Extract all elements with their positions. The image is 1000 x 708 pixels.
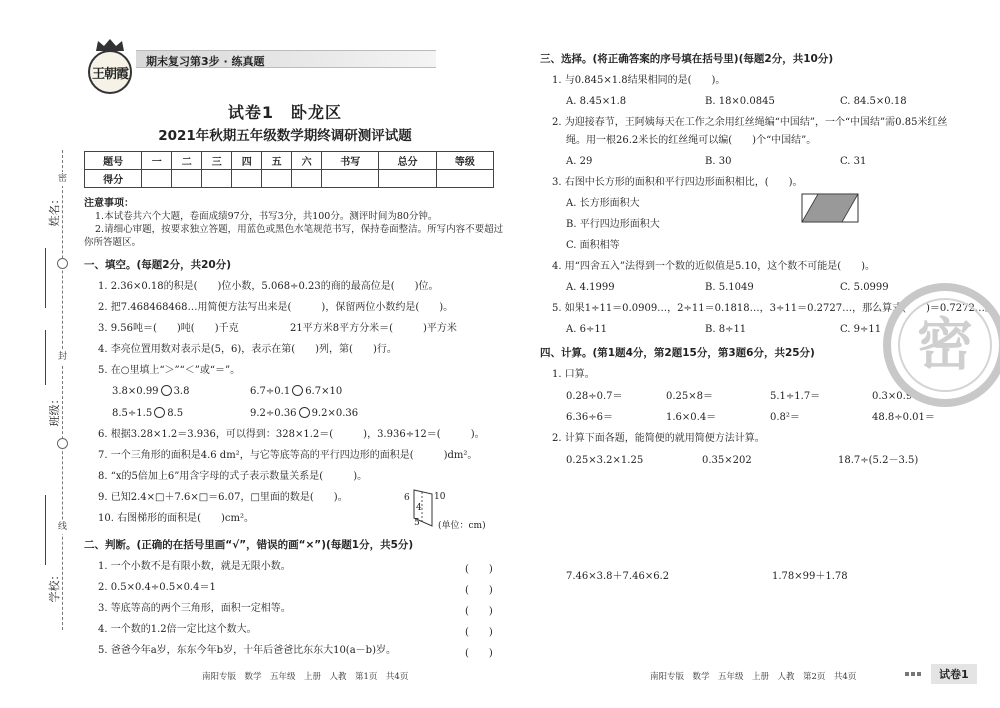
fill-question-10: 10. 右图梯形的面积是( )cm²。: [98, 513, 254, 524]
oral-calc-item: 48.8÷0.01＝: [872, 412, 935, 423]
score-cell[interactable]: [172, 170, 202, 188]
name-field-line[interactable]: [45, 248, 46, 308]
choice-option[interactable]: A. 8.45×1.8: [566, 96, 627, 107]
unit-label: (单位：cm): [438, 521, 486, 531]
judge-answer-paren[interactable]: ( ): [465, 606, 493, 617]
score-table-score-row: [85, 170, 494, 188]
score-cell[interactable]: [322, 170, 379, 188]
fill-question-3a: 3. 9.56吨＝( )吨( )千克: [98, 323, 239, 334]
score-table-cell: 一: [142, 152, 172, 170]
score-cell[interactable]: [379, 170, 436, 188]
section1-heading: 一、填空。(每题2分，共20分): [84, 259, 232, 271]
score-table-cell: 题号: [85, 152, 142, 170]
choice-option[interactable]: C. 84.5×0.18: [840, 96, 907, 107]
binding-char-mi: 密: [57, 174, 67, 184]
page-tag: [905, 664, 1000, 684]
score-table-cell: 二: [172, 152, 202, 170]
choice-question-4: 4. 用“四舍五入”法得到一个数的近似值是5.10，这个数不可能是( )。: [552, 261, 876, 272]
note-1: 1.本试卷共六个大题，卷面成绩97分，书写3分，共100分。测评时间为80分钟。: [95, 211, 438, 222]
trapezoid-label-5: 5: [414, 518, 420, 528]
binding-char-feng: 封: [57, 352, 67, 362]
fill-question-8: 8. “x的5倍加上6”用含字母的式子表示数量关系是( )。: [98, 471, 368, 482]
trapezoid-label-6: 6: [404, 493, 410, 503]
score-cell[interactable]: [232, 170, 262, 188]
class-field-line[interactable]: [45, 330, 46, 385]
choice-option[interactable]: A. 6÷11: [566, 324, 608, 335]
brand-logo: [82, 36, 138, 92]
fill-question-6: 6. 根据3.28×1.2＝3.936，可以得到：328×1.2＝( )，3.936÷12＝( )。: [98, 429, 485, 440]
choice-question-2: 2. 为迎接春节，王阿姨每天在工作之余用红丝绳编“中国结”，一个“中国结”需0.85米红丝: [552, 117, 948, 128]
school-field-line[interactable]: [45, 495, 46, 565]
fill-question-5: 5. 在○里填上“＞”“＜”或“＝”。: [98, 365, 241, 376]
compare-item: 6.7÷0.1 6.7×10: [250, 386, 343, 397]
logo-text: 王朝霞: [91, 66, 128, 82]
trapezoid-label-10: 10: [434, 492, 446, 502]
choice-option[interactable]: C. 31: [840, 156, 867, 167]
binding-char-xian: 线: [57, 522, 67, 532]
calc-heading: 2. 计算下面各题，能简便的就用简便方法计算。: [552, 433, 765, 444]
choice-option[interactable]: C. 9÷11: [840, 324, 882, 335]
page-tag-dots: [905, 668, 927, 680]
fill-question-2: 2. 把7.468468468…用简便方法写出来是( )，保留两位小数约是( )。: [98, 302, 454, 313]
judge-question-1: 1. 一个小数不是有限小数，就是无限小数。: [98, 561, 291, 572]
calc-expression: 0.25×3.2×1.25: [566, 455, 644, 466]
score-table-cell: 等级: [436, 152, 493, 170]
score-cell[interactable]: [436, 170, 493, 188]
compare-circle[interactable]: [292, 385, 303, 396]
judge-answer-paren[interactable]: ( ): [465, 627, 493, 638]
judge-answer-paren[interactable]: ( ): [465, 585, 493, 596]
judge-question-2: 2. 0.5×0.4÷0.5×0.4＝1: [98, 582, 216, 593]
footer-right: 南阳专版 数学 五年级 上册 人教 第2页 共4页: [650, 672, 857, 682]
oral-calc-item: 0.28÷0.7＝: [566, 391, 623, 402]
judge-answer-paren[interactable]: ( ): [465, 648, 493, 659]
seal-char: 密: [917, 313, 973, 378]
choice-option[interactable]: A. 长方形面积大: [566, 198, 640, 209]
score-cell[interactable]: [292, 170, 322, 188]
score-cell[interactable]: [262, 170, 292, 188]
compare-item: 8.5÷1.5 8.5: [112, 408, 184, 419]
judge-answer-paren[interactable]: ( ): [465, 564, 493, 575]
score-table-cell: 四: [232, 152, 262, 170]
choice-question-5: 5. 如果1÷11＝0.0909…，2÷11＝0.1818…，3÷11＝0.2727…，那么算式( )＝0.7272…。: [552, 303, 995, 314]
fill-question-7: 7. 一个三角形的面积是4.6 dm²，与它等底等高的平行四边形的面积是( )dm²。: [98, 450, 478, 461]
binding-hole: [57, 438, 68, 449]
trapezoid-label-4: 4: [416, 503, 422, 513]
choice-option[interactable]: A. 29: [566, 156, 593, 167]
choice-question-3: 3. 右图中长方形的面积和平行四边形面积相比，( )。: [552, 177, 803, 188]
choice-option[interactable]: B. 5.1049: [705, 282, 754, 293]
score-table: [84, 151, 494, 188]
choice-option[interactable]: C. 5.0999: [840, 282, 889, 293]
binding-hole: [57, 258, 68, 269]
choice-option[interactable]: B. 平行四边形面积大: [566, 219, 660, 230]
choice-option[interactable]: C. 面积相等: [566, 240, 620, 251]
section2-heading: 二、判断。(正确的在括号里画“√”，错误的画“×”)(每题1分，共5分): [84, 539, 414, 551]
name-label: 姓名：: [48, 193, 61, 227]
choice-question-1: 1. 与0.845×1.8结果相同的是( )。: [552, 75, 726, 86]
footer-left: 南阳专版 数学 五年级 上册 人教 第1页 共4页: [202, 672, 409, 682]
binding-dashed-line: [62, 150, 63, 630]
oral-calc-item: 6.36÷6＝: [566, 412, 614, 423]
fill-question-9: 9. 已知2.4×□＋7.6×□＝6.07，□里面的数是( )。: [98, 492, 348, 503]
choice-option[interactable]: B. 8÷11: [705, 324, 747, 335]
calc-expression: 1.78×99＋1.78: [772, 571, 848, 582]
choice-option[interactable]: B. 30: [705, 156, 732, 167]
score-table-cell: 三: [202, 152, 232, 170]
choice-option[interactable]: B. 18×0.0845: [705, 96, 775, 107]
choice-option[interactable]: A. 4.1999: [566, 282, 615, 293]
score-table-cell: 书写: [322, 152, 379, 170]
oral-calc-item: 5.1÷1.7＝: [770, 391, 821, 402]
seal-watermark: [880, 280, 1000, 410]
fill-question-1: 1. 2.36×0.18的积是( )位小数，5.068÷0.23的商的最高位是( )位。: [98, 281, 439, 292]
score-cell[interactable]: [202, 170, 232, 188]
page-tag-text: 试卷1: [931, 664, 977, 684]
compare-item: 9.2÷0.36 9.2×0.36: [250, 408, 359, 419]
compare-circle[interactable]: [299, 407, 310, 418]
score-table-cell: 得分: [85, 170, 142, 188]
oral-calc-item: 0.3×0.9＝: [872, 391, 923, 402]
compare-circle[interactable]: [154, 407, 165, 418]
section3-heading: 三、选择。(将正确答案的序号填在括号里)(每题2分，共10分): [540, 53, 834, 65]
oral-calc-item: 1.6×0.4＝: [666, 412, 717, 423]
choice-question-2-continued: 绳。用一根26.2米长的红丝绳可以编( )个“中国结”。: [566, 135, 817, 146]
compare-item: 3.8×0.99 3.8: [112, 386, 190, 397]
header-band: [136, 50, 436, 68]
compare-circle[interactable]: [161, 385, 172, 396]
logo-badge: [88, 50, 132, 94]
score-table-header-row: [85, 152, 494, 170]
class-label: 班级：: [48, 393, 61, 427]
fill-question-3b: 21平方米8平方分米＝( )平方米: [290, 323, 457, 334]
notes-heading: 注意事项：: [84, 198, 134, 209]
oral-calc-item: 0.8²＝: [770, 412, 800, 423]
school-label: 学校：: [48, 569, 61, 603]
note-2-continued: 你所答题区。: [84, 237, 142, 248]
header-band-text: 期末复习第3步 · 练真题: [146, 55, 265, 68]
oral-calc-heading: 1. 口算。: [552, 369, 595, 380]
calc-expression: 0.35×202: [702, 455, 752, 466]
score-cell[interactable]: [142, 170, 172, 188]
calc-expression: 7.46×3.8＋7.46×6.2: [566, 571, 670, 582]
judge-question-3: 3. 等底等高的两个三角形，面积一定相等。: [98, 603, 291, 614]
score-table-cell: 六: [292, 152, 322, 170]
rectangle-parallelogram-figure: [800, 192, 862, 226]
binding-margin: [0, 0, 72, 708]
note-2: 2.请细心审题，按要求独立答题，用蓝色或黑色水笔规范书写，保持卷面整洁。所写内容不要超过: [95, 224, 504, 235]
paper-subtitle: 2021年秋期五年级数学期终调研测评试题: [158, 128, 412, 144]
judge-question-5: 5. 爸爸今年a岁，东东今年b岁，十年后爸爸比东东大10(a－b)岁。: [98, 645, 396, 656]
score-table-cell: 总分: [379, 152, 436, 170]
fill-question-4: 4. 李亮位置用数对表示是(5，6)，表示在第( )列，第( )行。: [98, 344, 397, 355]
calc-expression: 18.7÷(5.2－3.5): [838, 455, 919, 466]
oral-calc-item: 0.25×8＝: [666, 391, 714, 402]
score-table-cell: 五: [262, 152, 292, 170]
paper-title: 试卷1 卧龙区: [227, 103, 343, 122]
judge-question-4: 4. 一个数的1.2倍一定比这个数大。: [98, 624, 257, 635]
section4-heading: 四、计算。(第1题4分，第2题15分，第3题6分，共25分): [540, 347, 815, 359]
